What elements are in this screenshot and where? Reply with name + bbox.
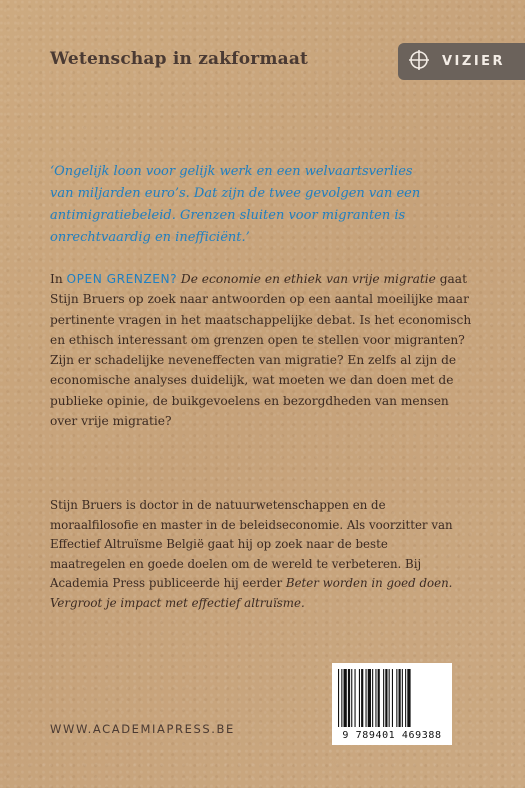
barcode-bar <box>351 669 352 727</box>
barcode-bar <box>348 669 350 727</box>
barcode-bars <box>336 669 448 727</box>
barcode-bar <box>344 669 347 727</box>
summary-body: gaat Stijn Bruers op zoek naar antwoorden op een aantal moeilijke maar pertinente vragen in het maatschappelijke debat. Is het economisch en ethisch interessant om grenzen open te stellen voor migranten? Zijn er schadelijke neveneffecten van migratie? En zelfs al zijn de economische analyses duidelijk, wat moeten we dan doen met de publieke opinie, de buikgevoelens en bezorgdheden van mensen over vrije migratie? <box>50 272 472 429</box>
barcode-bar <box>396 669 397 727</box>
book-title: OPEN GRENZEN? <box>66 272 178 286</box>
book-subtitle: De economie en ethiek van vrije migratie <box>177 272 436 286</box>
barcode-bar <box>366 669 367 727</box>
barcode-bar <box>355 669 356 727</box>
publisher-website: WWW.ACADEMIAPRESS.BE <box>50 722 235 736</box>
barcode-bar <box>385 669 387 727</box>
barcode-bar <box>372 669 373 727</box>
barcode-number: 9 789401 469388 <box>342 730 442 741</box>
barcode-bar <box>407 669 410 727</box>
vizier-label: VIZIER <box>442 54 506 69</box>
barcode-bar <box>361 669 363 727</box>
crosshair-icon <box>408 49 430 75</box>
author-bio <box>50 496 465 613</box>
author-bio-italic-title: Beter worden in goed doen. Vergroot je impact met effectief altruïsme. <box>50 576 453 610</box>
barcode-bar <box>368 669 371 727</box>
barcode-bar <box>359 669 360 727</box>
barcode-bar <box>389 669 390 727</box>
barcode-bar <box>405 669 406 727</box>
summary-paragraph <box>50 269 475 431</box>
barcode-bar <box>338 669 339 727</box>
barcode <box>332 663 452 745</box>
vizier-badge <box>398 43 525 80</box>
barcode-bar <box>402 669 403 727</box>
barcode-bar <box>399 669 401 727</box>
barcode-bar <box>375 669 376 727</box>
author-bio-text: Stijn Bruers is doctor in de natuurwetenschappen en de moraalfilosofie en master in de beleidseconomie. Als voorzitter van Effectief Altruïsme België gaat hij op zoek naar de beste maatregelen en goede doelen om de wereld te verbeteren. Bij Academia Press publiceerde hij eerder <box>50 498 453 590</box>
quote-text: ‘Ongelijk loon voor gelijk werk en een welvaartsverlies van miljarden euro’s. Dat zijn de twee gevolgen van een antimigratiebeleid. Grenzen sluiten voor migranten is onrechtvaardig en inefficiënt.’ <box>50 164 421 245</box>
summary-lead-in: In <box>50 272 67 286</box>
barcode-bar <box>392 669 393 727</box>
barcode-bar <box>383 669 384 727</box>
series-title: Wetenschap in zakformaat <box>50 49 309 69</box>
barcode-bar <box>341 669 342 727</box>
barcode-bar <box>378 669 380 727</box>
